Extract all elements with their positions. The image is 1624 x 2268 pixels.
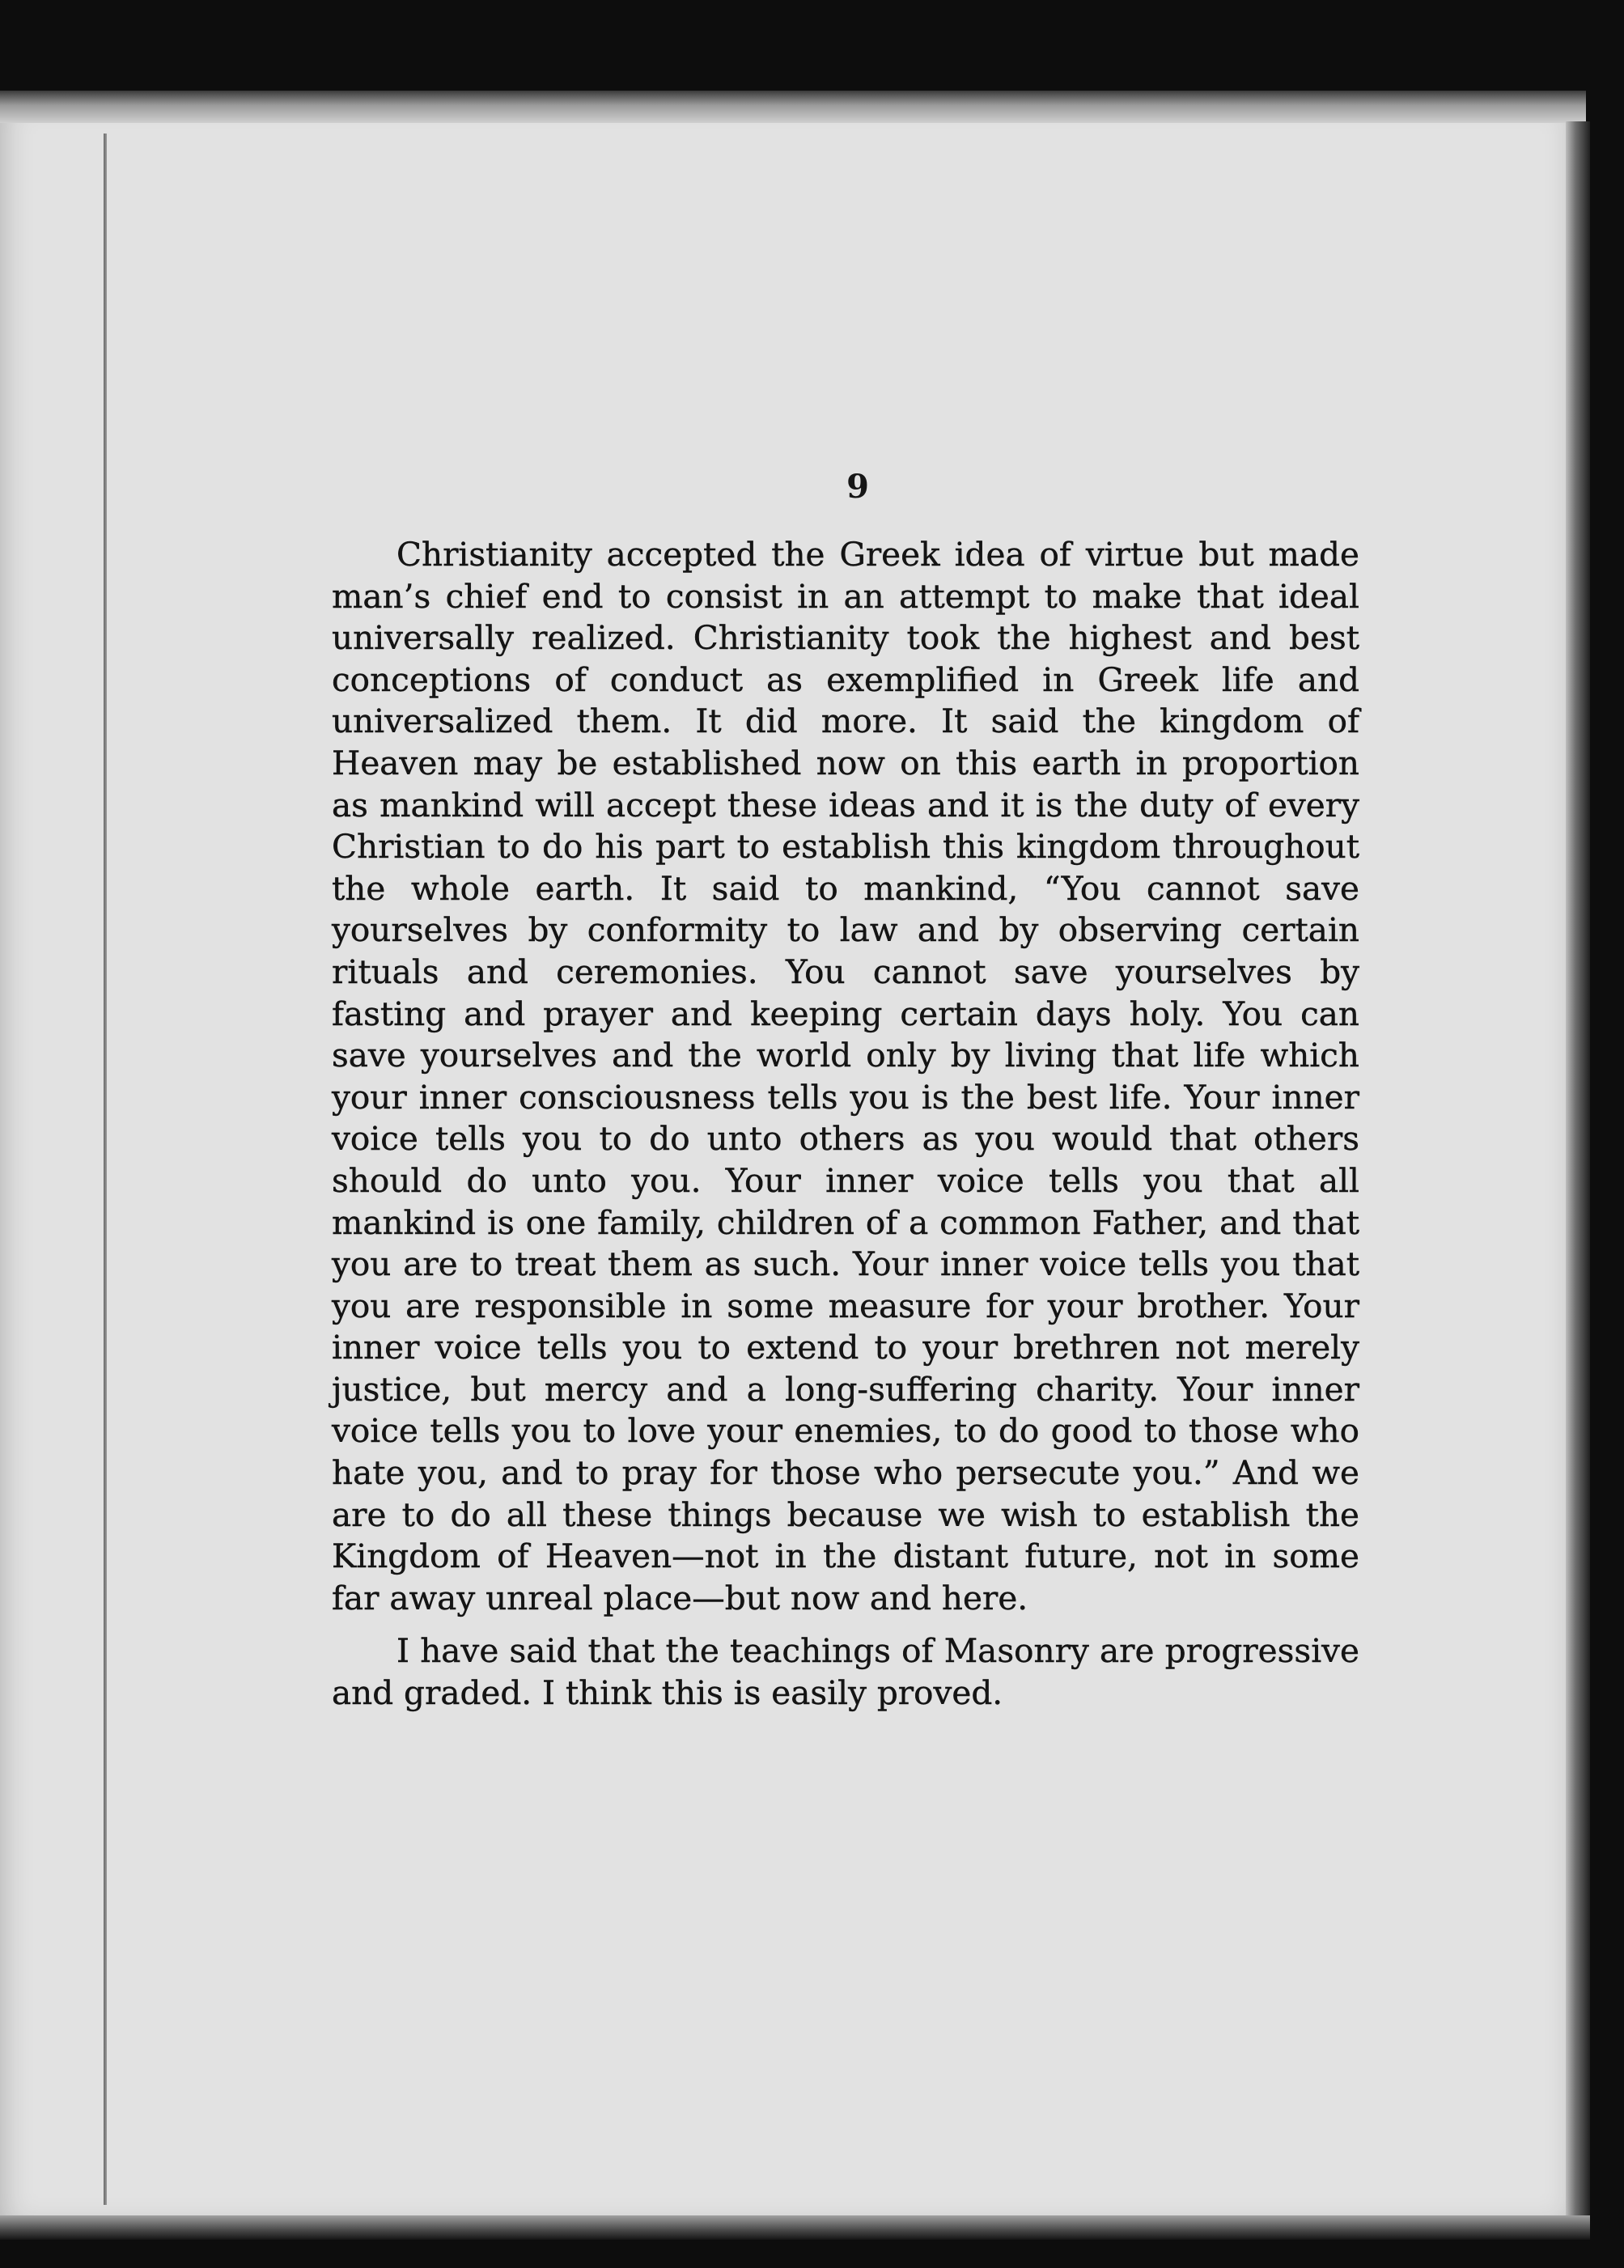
page-bottom-edge xyxy=(0,2215,1590,2240)
body-text xyxy=(332,534,1359,1715)
page-right-edge xyxy=(1566,121,1590,2225)
page-top-edge xyxy=(0,91,1586,123)
paragraph-christianity: Christianity accepted the Greek idea of virtue but made man’s chief end to consist in an attempt to make that ideal universally realized. Christianity took the highest and best conceptions of conduct as exemplified in Greek life and universalized them. It did more. It said the kingdom of Heaven may be established now on this earth in proportion as mankind will accept these ideas and it is the duty of every Christian to do his part to establish this kingdom throughout the whole earth. It said to mankind, “You cannot save yourselves by conformity to law and by observing certain rituals and ceremonies. You cannot save yourselves by fasting and prayer and keeping certain days holy. You can save yourselves and the world only by living that life which your inner consciousness tells you is the best life. Your inner voice tells you to do unto others as you would that others should do unto you. Your inner voice tells you that all mankind is one family, children of a common Father, and that you are to treat them as such. Your inner voice tells you that you are responsible in some measure for your brother. Your inner voice tells you to extend to your brethren not merely justice, but mercy and a long-suffering charity. Your inner voice tells you to love your enemies, to do good to those who hate you, and to pray for those who persecute you.” And we are to do all these things because we wish to establish the Kingdom of Heaven—not in the distant future, not in some far away unreal place—but now and here. xyxy=(332,535,1359,1617)
paragraph-masonry: I have said that the teachings of Masonry are progressive and graded. I think this is easily proved. xyxy=(332,1631,1359,1713)
page-number: 9 xyxy=(846,468,869,506)
page-gutter-line xyxy=(104,134,107,2205)
